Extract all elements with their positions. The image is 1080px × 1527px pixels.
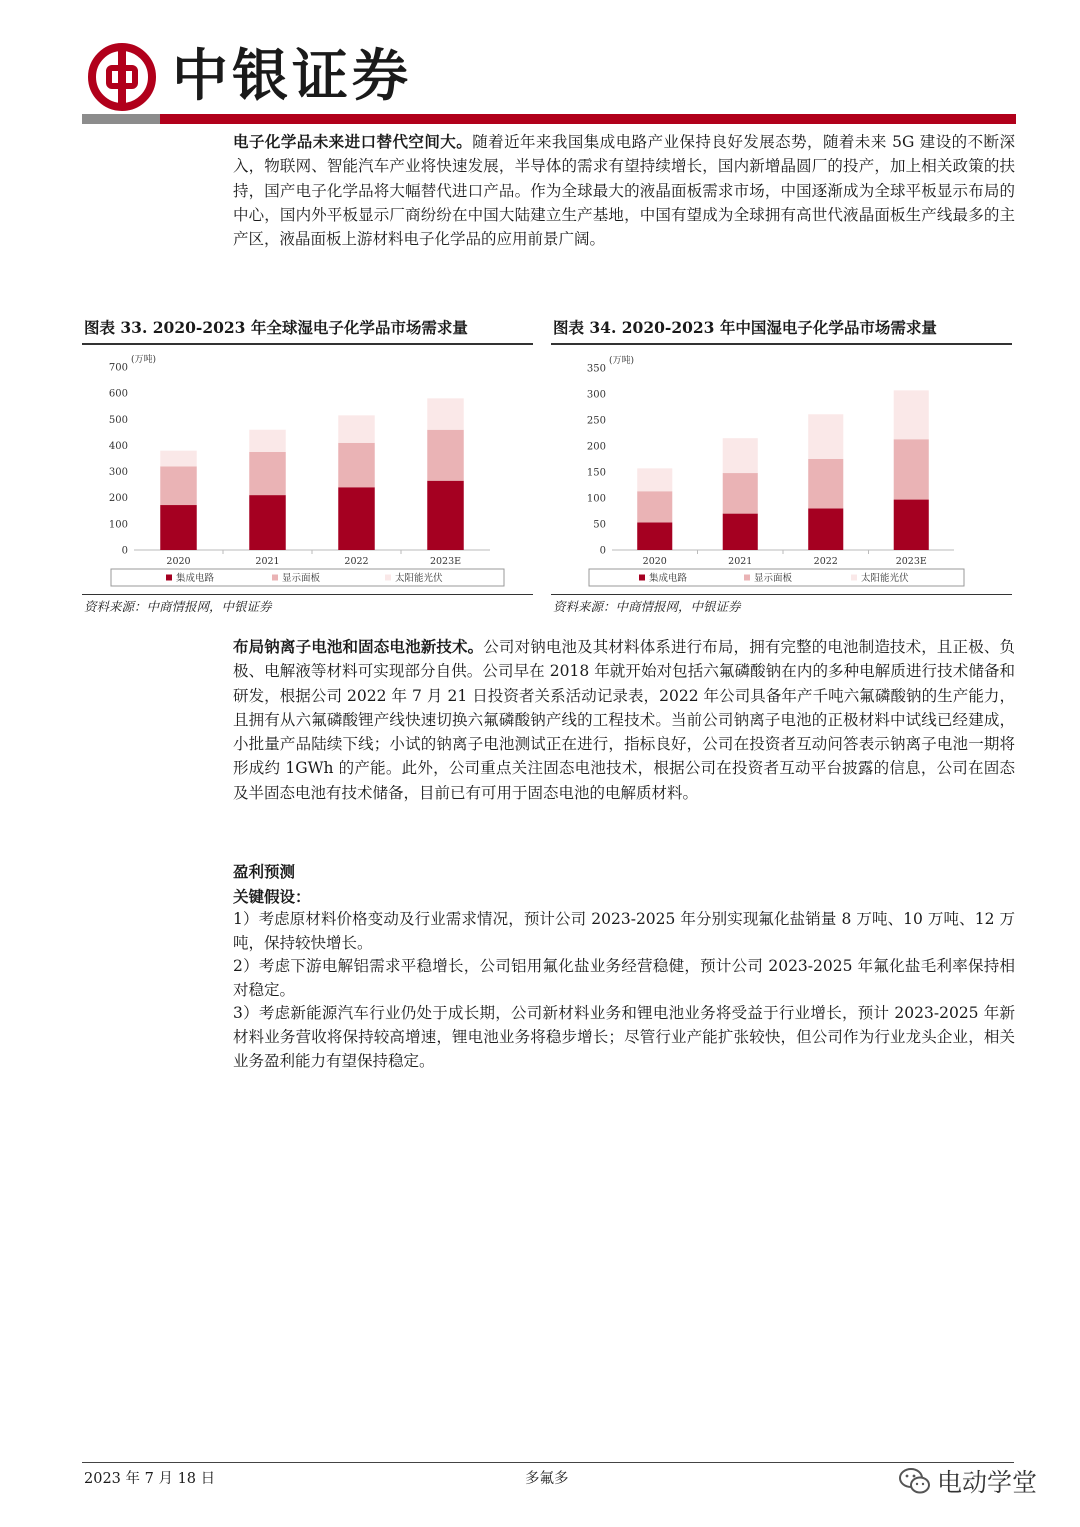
bar-segment — [808, 414, 843, 459]
bar-segment — [637, 522, 672, 550]
bar-segment — [338, 443, 374, 487]
legend-swatch — [744, 575, 750, 581]
figure-33-top-rule — [82, 343, 533, 345]
y-unit-label: (万吨) — [609, 356, 635, 366]
bar-segment — [160, 505, 196, 550]
bar-segment — [723, 473, 758, 514]
bank-of-china-logo-icon — [87, 42, 157, 112]
bar-segment — [338, 487, 374, 550]
y-tick-label: 300 — [586, 389, 606, 401]
paragraph-sodium-battery — [233, 635, 1015, 805]
bar-segment — [249, 452, 285, 495]
y-tick-label: 700 — [108, 362, 128, 374]
bar-segment — [637, 468, 672, 491]
y-tick-label: 350 — [586, 363, 606, 375]
bar-segment — [249, 495, 285, 550]
bar-segment — [338, 415, 374, 442]
paragraph-body: 随着近年来我国集成电路产业保持良好发展态势，随着未来 5G 建设的不断深入，物联网、智能汽车产业将快速发展，半导体的需求有望持续增长，国内新增晶圆厂的投产，加上相关政策的扶持，国产电子化学品将大幅替代进口产品。作为全球最大的液晶面板需求市场，中国逐渐成为全球平板显示布局的中心，国内外平板显示厂商纷纷在中国大陆建立生产基地，中国有望成为全球拥有高世代液晶面板生产线最多的主产区，液晶面板上游材料电子化学品的应用前景广阔。 — [233, 133, 1015, 249]
legend-swatch — [166, 575, 172, 581]
assumption-item: 1）考虑原材料价格变动及行业需求情况，预计公司 2023-2025 年分别实现氟化盐销量 8 万吨、10 万吨、12 万吨，保持较快增长。 — [233, 910, 1015, 952]
y-tick-label: 150 — [586, 467, 606, 479]
paragraph-electronic-chemicals — [233, 130, 1015, 251]
legend-label: 集成电路 — [176, 573, 215, 584]
section-heading-profit-forecast: 盈利预测 — [233, 862, 296, 881]
watermark-text: 电动学堂 — [937, 1468, 1038, 1497]
global-demand-chart — [82, 346, 533, 592]
assumption-item: 2）考虑下游电解铝需求平稳增长，公司铝用氟化盐业务经营稳健，预计公司 2023-2025 年氟化盐毛利率保持相对稳定。 — [233, 957, 1015, 999]
legend-label: 显示面板 — [282, 573, 321, 584]
x-tick-label: 2020 — [166, 556, 191, 567]
assumptions-list — [233, 908, 1015, 1073]
bar-segment — [427, 430, 463, 481]
bar-segment — [160, 451, 196, 467]
bar-segment — [637, 491, 672, 522]
assumption-item: 3）考虑新能源汽车行业仍处于成长期，公司新材料业务和锂电池业务将受益于行业增长，预计 2023-2025 年新材料业务营收将保持较高增速，锂电池业务将稳步增长；尽管行业产能扩张较快，但公司作为行业龙头企业，相关业务盈利能力有望保持稳定。 — [233, 1004, 1015, 1070]
y-tick-label: 50 — [593, 519, 606, 531]
y-tick-label: 0 — [599, 545, 606, 557]
section-subheading-key-assumptions: 关键假设： — [233, 887, 311, 906]
bar-segment — [808, 508, 843, 550]
y-tick-label: 500 — [108, 414, 128, 426]
figure-33-source: 资料来源：中商情报网，中银证券 — [84, 599, 272, 614]
y-tick-label: 400 — [108, 440, 128, 452]
paragraph-lead: 布局钠离子电池和固态电池新技术。 — [233, 637, 484, 656]
bar-segment — [894, 500, 929, 550]
y-tick-label: 600 — [108, 388, 128, 400]
legend-swatch — [639, 575, 645, 581]
paragraph-body: 公司对钠电池及其材料体系进行布局，拥有完整的电池制造技术，且正极、负极、电解液等材料可实现部分自供。公司早在 2018 年就开始对包括六氟磷酸钠在内的多种电解质进行技术储备和研发，根据公司 2022 年 7 月 21 日投资者关系活动记录表，2022 年公司具备年产千吨六氟磷酸钠的生产能力，且拥有从六氟磷酸锂产线快速切换六氟磷酸钠产线的工程技术。当前公司钠离子电池的正极材料中试线已经建成，小批量产品陆续下线；小试的钠离子电池测试正在进行，指标良好，公司在投资者互动问答表示钠离子电池一期将形成约 1GWh 的产能。此外，公司重点关注固态电池技术，根据公司在投资者互动平台披露的信息，公司在固态及半固态电池有技术储备，目前已有可用于固态电池的电解质材料。 — [233, 638, 1015, 802]
header-rule-red — [160, 114, 1016, 124]
footer-date: 2023 年 7 月 18 日 — [84, 1471, 216, 1487]
legend-label: 集成电路 — [649, 573, 688, 584]
legend-label: 显示面板 — [754, 573, 793, 584]
figure-34-top-rule — [551, 343, 1012, 345]
wechat-icon — [898, 1465, 932, 1497]
paragraph-lead: 电子化学品未来进口替代空间大。 — [233, 132, 473, 151]
bar-segment — [894, 439, 929, 499]
y-tick-label: 0 — [121, 545, 128, 557]
page-header — [0, 0, 1080, 130]
x-tick-label: 2022 — [344, 556, 369, 567]
bar-segment — [427, 481, 463, 550]
y-tick-label: 300 — [108, 467, 128, 479]
bar-segment — [427, 398, 463, 429]
x-tick-label: 2022 — [813, 556, 838, 567]
figure-34-bottom-rule — [551, 594, 1012, 595]
bar-segment — [249, 430, 285, 452]
bar-segment — [160, 466, 196, 505]
x-tick-label: 2021 — [255, 556, 280, 567]
legend-label: 太阳能光伏 — [395, 573, 443, 584]
bar-segment — [808, 459, 843, 508]
y-tick-label: 200 — [108, 493, 128, 505]
y-tick-label: 250 — [586, 415, 606, 427]
legend-swatch — [851, 575, 857, 581]
legend-label: 太阳能光伏 — [861, 573, 909, 584]
x-tick-label: 2021 — [728, 556, 753, 567]
header-rule-grey — [82, 114, 160, 124]
y-tick-label: 100 — [586, 493, 606, 505]
y-tick-label: 200 — [586, 441, 606, 453]
figure-33-title: 图表 33. 2020-2023 年全球湿电子化学品市场需求量 — [84, 318, 468, 337]
bar-segment — [894, 390, 929, 439]
x-tick-label: 2020 — [642, 556, 667, 567]
legend-swatch — [272, 575, 278, 581]
y-unit-label: (万吨) — [131, 355, 157, 365]
bar-segment — [723, 438, 758, 473]
y-tick-label: 100 — [108, 519, 128, 531]
legend-swatch — [385, 575, 391, 581]
footer-rule — [82, 1462, 1014, 1463]
x-tick-label: 2023E — [895, 556, 927, 567]
figure-34-source: 资料来源：中商情报网，中银证券 — [553, 599, 741, 614]
bar-segment — [723, 514, 758, 550]
brand-name: 中银证券 — [172, 43, 412, 109]
china-demand-chart — [551, 346, 1012, 592]
figure-33-bottom-rule — [82, 594, 533, 595]
footer-company: 多氟多 — [525, 1471, 569, 1487]
figure-34-title: 图表 34. 2020-2023 年中国湿电子化学品市场需求量 — [553, 318, 937, 337]
x-tick-label: 2023E — [429, 556, 462, 567]
